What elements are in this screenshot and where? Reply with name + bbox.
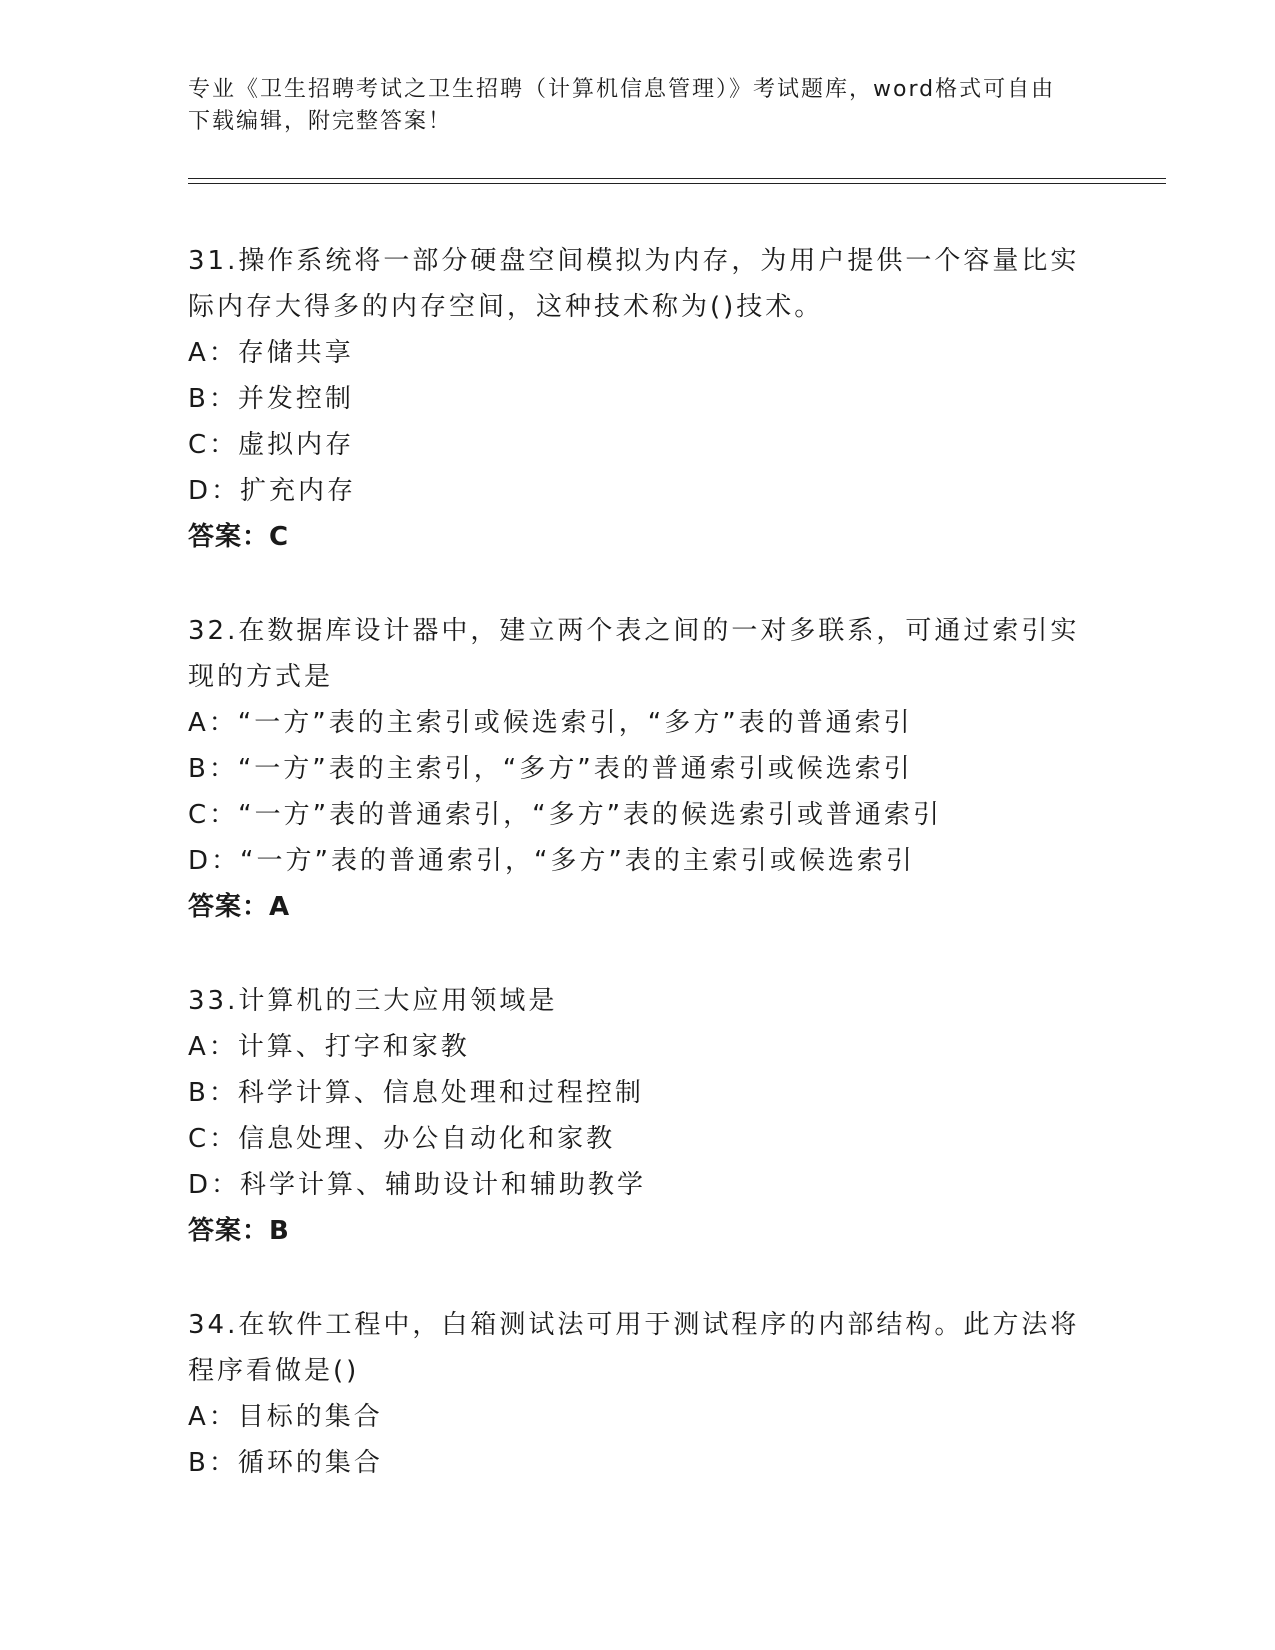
header-divider-top xyxy=(188,178,1166,179)
answer-line: 答案：B xyxy=(188,1216,290,1246)
question-list xyxy=(188,238,1088,1534)
option-c: C：虚拟内存 xyxy=(188,430,355,460)
question-stem: 32.在数据库设计器中，建立两个表之间的一对多联系，可通过索引实现的方式是 xyxy=(188,616,1080,692)
option-b: B：科学计算、信息处理和过程控制 xyxy=(188,1078,644,1108)
document-header: 专业《卫生招聘考试之卫生招聘（计算机信息管理）》考试题库，word格式可自由下载编辑，附完整答案！ xyxy=(188,77,1056,134)
question-stem: 33.计算机的三大应用领域是 xyxy=(188,986,558,1016)
answer-line: 答案：C xyxy=(188,522,290,552)
question-32 xyxy=(188,608,1088,930)
question-stem: 34.在软件工程中，白箱测试法可用于测试程序的内部结构。此方法将程序看做是() xyxy=(188,1310,1080,1386)
question-33 xyxy=(188,978,1088,1254)
question-31 xyxy=(188,238,1088,560)
option-d: D：“一方”表的普通索引，“多方”表的主索引或候选索引 xyxy=(188,846,915,876)
option-a: A：计算、打字和家教 xyxy=(188,1032,470,1062)
option-d: D：扩充内存 xyxy=(188,476,357,506)
option-a: A：存储共享 xyxy=(188,338,354,368)
question-34 xyxy=(188,1302,1088,1486)
option-a: A：“一方”表的主索引或候选索引，“多方”表的普通索引 xyxy=(188,708,913,738)
option-d: D：科学计算、辅助设计和辅助教学 xyxy=(188,1170,647,1200)
header-divider-bottom xyxy=(188,183,1166,184)
option-c: C：“一方”表的普通索引，“多方”表的候选索引或普通索引 xyxy=(188,800,943,830)
answer-line: 答案：A xyxy=(188,892,291,922)
question-stem: 31.操作系统将一部分硬盘空间模拟为内存，为用户提供一个容量比实际内存大得多的内存空间，这种技术称为()技术。 xyxy=(188,246,1080,322)
option-c: C：信息处理、办公自动化和家教 xyxy=(188,1124,616,1154)
option-b: B：并发控制 xyxy=(188,384,354,414)
option-a: A：目标的集合 xyxy=(188,1402,383,1432)
option-b: B：“一方”表的主索引，“多方”表的普通索引或候选索引 xyxy=(188,754,913,784)
option-b: B：循环的集合 xyxy=(188,1448,383,1478)
